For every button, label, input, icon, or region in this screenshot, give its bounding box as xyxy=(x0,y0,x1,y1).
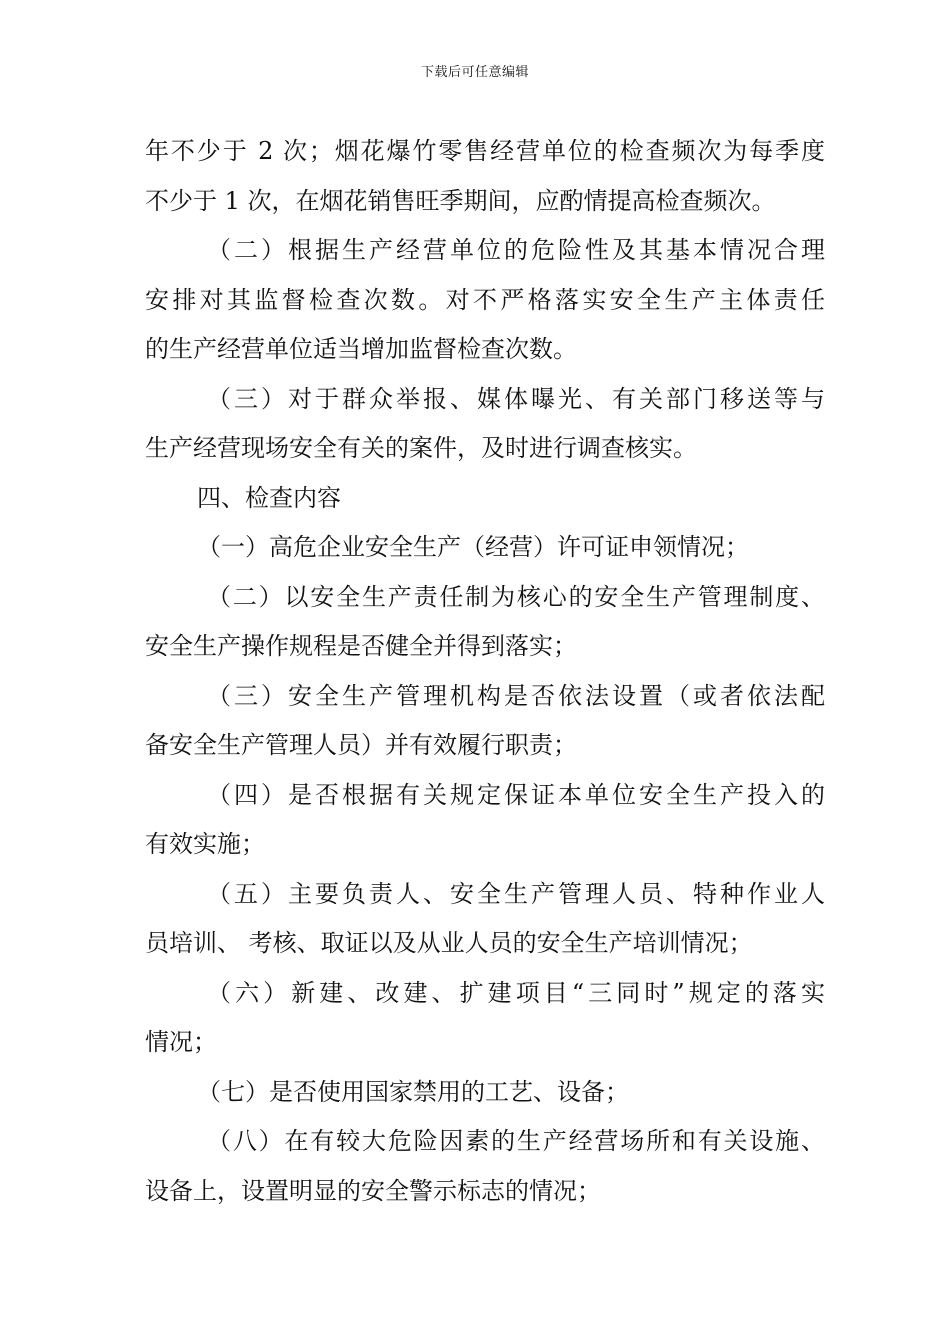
page-header-note: 下载后可任意编辑 xyxy=(420,65,529,80)
text-line: （三）对于群众举报、媒体曝光、有关部门移送等与 xyxy=(207,384,825,413)
text-line: 有效实施； xyxy=(145,830,265,858)
text-line: 情况； xyxy=(145,1028,217,1056)
text-line: 员培训、 考核、取证以及从业人员的安全生产培训情况； xyxy=(145,929,753,957)
text-line: （七）是否使用国家禁用的工艺、设备； xyxy=(197,1077,629,1106)
text-line: 生产经营现场安全有关的案件，及时进行调查核实。 xyxy=(145,434,697,462)
text-line: 备安全生产管理人员）并有效履行职责； xyxy=(145,731,577,759)
document-body xyxy=(145,127,825,1216)
text-line: （二）根据生产经营单位的危险性及其基本情况合理 xyxy=(207,236,825,264)
text-line: （四）是否根据有关规定保证本单位安全生产投入的 xyxy=(207,780,825,809)
text-line: （六）新建、改建、扩建项目“三同时”规定的落实 xyxy=(207,978,825,1007)
text-line: 不少于 1 次，在烟花销售旺季期间，应酌情提高检查频次。 xyxy=(145,186,776,215)
text-line: （五）主要负责人、安全生产管理人员、特种作业人 xyxy=(207,879,825,908)
text-line: （三）安全生产管理机构是否依法设置（或者依法配 xyxy=(207,681,825,710)
text-line: （二）以安全生产责任制为核心的安全生产管理制度、 xyxy=(207,582,825,611)
text-line: 安排对其监督检查次数。对不严格落实安全生产主体责任 xyxy=(145,285,825,314)
text-line: 设备上，设置明显的安全警示标志的情况； xyxy=(145,1176,601,1205)
section-heading: 四、检查内容 xyxy=(197,483,341,512)
text-line: 安全生产操作规程是否健全并得到落实； xyxy=(145,632,577,660)
text-line: 的生产经营单位适当增加监督检查次数。 xyxy=(145,335,577,363)
text-line: （一）高危企业安全生产（经营）许可证申领情况； xyxy=(197,533,749,561)
text-line: （八）在有较大危险因素的生产经营场所和有关设施、 xyxy=(207,1127,825,1155)
text-line: 年不少于 2 次；烟花爆竹零售经营单位的检查频次为每季度 xyxy=(145,137,825,165)
